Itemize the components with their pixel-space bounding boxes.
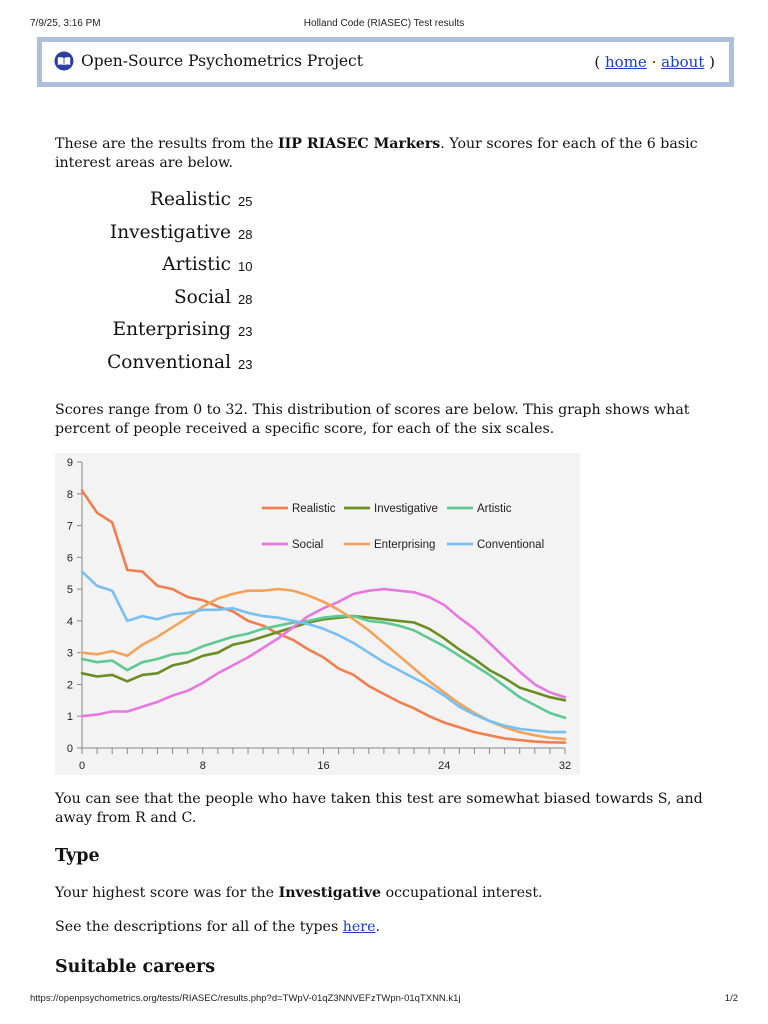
site-brand[interactable]: [54, 51, 363, 71]
print-header: [0, 18, 768, 34]
y-tick-label: 9: [66, 457, 73, 469]
y-tick-label: 1: [66, 711, 73, 724]
highest-score-paragraph: [55, 885, 543, 901]
score-value: 23: [238, 324, 253, 340]
descriptions-text-after: .: [375, 919, 380, 935]
descriptions-text-before: See the descriptions for all of the types: [55, 919, 343, 935]
score-row-artistic: [55, 254, 295, 287]
print-datetime: 7/9/25, 3:16 PM: [30, 18, 101, 29]
score-label: Investigative: [109, 221, 231, 243]
print-page-title: Holland Code (RIASEC) Test results: [303, 18, 465, 29]
legend-label: Conventional: [477, 539, 545, 551]
highest-text-after: occupational interest.: [381, 885, 543, 901]
print-url: https://openpsychometrics.org/tests/RIASEC/results.php?d=TWpV-01qZ3NNVEFzTWpn-01qTXNN.k1j: [30, 993, 461, 1004]
about-link[interactable]: about: [661, 53, 705, 71]
score-value: 28: [238, 291, 253, 307]
descriptions-here-link[interactable]: here: [342, 919, 376, 935]
legend-label: Social: [292, 539, 324, 551]
legend-label: Enterprising: [374, 539, 436, 551]
y-tick-label: 4: [66, 615, 73, 628]
score-row-enterprising: [55, 319, 295, 352]
type-heading: Type: [55, 846, 100, 866]
score-value: 23: [238, 356, 253, 372]
highest-type: Investigative: [278, 885, 382, 901]
careers-heading: Suitable careers: [55, 957, 216, 977]
distribution-chart-svg: [55, 453, 580, 775]
distribution-chart: [55, 453, 580, 775]
descriptions-paragraph: [55, 919, 380, 935]
intro-text-after: . Your scores for each of the 6 basic interest areas are below.: [55, 136, 698, 171]
site-name: Open-Source Psychometrics Project: [81, 52, 363, 70]
legend-label: Artistic: [477, 503, 512, 515]
print-page-number: 1/2: [724, 993, 738, 1004]
score-value: 28: [238, 226, 253, 242]
nav-open-paren: (: [594, 53, 605, 71]
intro-text-before: These are the results from the: [55, 136, 278, 152]
x-tick-label: 16: [317, 760, 330, 772]
score-table: [55, 189, 295, 385]
book-icon: [54, 51, 74, 71]
y-tick-label: 6: [66, 552, 73, 565]
score-value: 10: [238, 259, 253, 275]
y-tick-label: 7: [66, 520, 73, 533]
score-value: 25: [238, 194, 253, 209]
bias-paragraph: You can see that the people who have taken this test are somewhat biased towards S, and away from R and C.: [55, 791, 703, 826]
score-label: Enterprising: [112, 319, 231, 341]
x-tick-label: 32: [558, 760, 572, 772]
score-row-investigative: [55, 222, 295, 255]
highest-text-before: Your highest score was for the: [55, 885, 279, 901]
test-name: IIP RIASEC Markers: [277, 136, 441, 152]
score-label: Artistic: [162, 254, 231, 276]
legend-label: Investigative: [374, 503, 438, 515]
range-paragraph: Scores range from 0 to 32. This distribution of scores are below. This graph shows what percent of people received a specific score, for each of the six scales.: [55, 402, 690, 437]
x-tick-label: 8: [199, 760, 206, 772]
site-header: [37, 37, 734, 87]
x-tick-label: 24: [438, 760, 451, 772]
score-label: Conventional: [107, 351, 231, 373]
nav-separator: ·: [646, 53, 662, 71]
legend-label: Realistic: [292, 503, 336, 515]
intro-paragraph: [55, 135, 715, 173]
site-nav: [594, 53, 715, 71]
y-tick-label: 3: [66, 647, 73, 660]
y-tick-label: 8: [66, 488, 73, 501]
score-label: Realistic: [150, 189, 231, 210]
y-tick-label: 5: [66, 584, 73, 597]
y-tick-label: 0: [66, 743, 73, 755]
print-footer: [0, 993, 768, 1009]
score-label: Social: [173, 286, 231, 308]
y-tick-label: 2: [66, 679, 73, 692]
x-tick-label: 0: [78, 760, 86, 772]
score-row-realistic: [55, 189, 295, 222]
home-link[interactable]: home: [605, 53, 647, 71]
score-row-conventional: [55, 352, 295, 385]
nav-close-paren: ): [704, 53, 715, 71]
score-row-social: [55, 287, 295, 320]
